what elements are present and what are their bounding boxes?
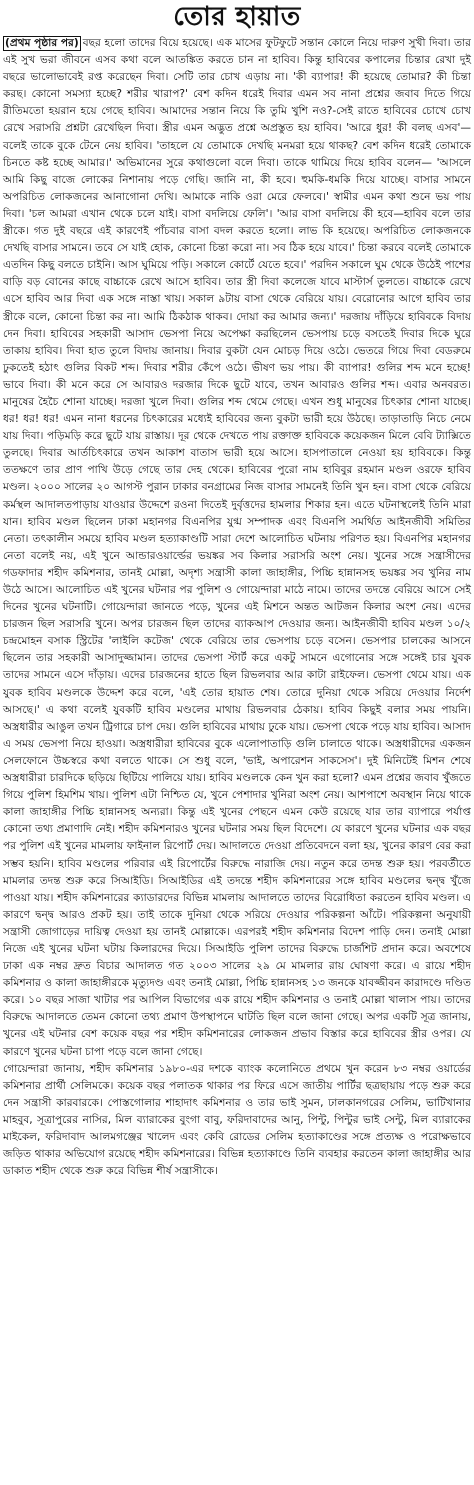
article-paragraph: গোয়েন্দারা জানায়, শহীদ কমিশনার ১৯৮০-এর দশকে ব্যাংক কলোনিতে প্রথমে খুন করেন ৮৩ নম্বর ওয়ার্ডের কমিশনার প্রার্থী সেলিমকে। কয়েক বছর পলাতক থাকার পর ফিরে এসে জাতীয় পার্টির ছত্রছায়ায় পড়ে শুরু করে দেন সন্ত্রাসী কারবারকে। পোস্তগোলার শাহাদাৎ কমিশনার ও তার ভাই সুমন, ঢালকানগরের সেলিম, ভাটিখানার মাহবুব, সূত্রাপুরের নাসির, মিল ব্যারাকের বুংগা বাবু, ফরিদাবাদের আনু, পিন্টু, পিন্টুর ভাই সেন্টু, মিল ব্যারাকের মাইকেল, ফরিদাবাদ আলমগঞ্জের খালেদ এবং কেবি রোডের সেলিম হত্যাকাণ্ডের সঙ্গে প্রত্যক্ষ ও পরোক্ষভাবে জড়িত থাকার অভিযোগ রয়েছে শহীদ কমিশনারের। বিভিন্ন হত্যাকাণ্ডে তিনি ব্যবহার করতেন কালা জাহাঙ্গীর আর ডাকাত শহীদ থেকে শুরু করে বিভিন্ন শীর্ষ সন্ত্রাসীকে। — [3, 1062, 471, 1178]
article-body — [3, 35, 471, 1180]
headline: তোর হায়াত — [173, 2, 301, 32]
article-paragraph — [3, 35, 471, 1061]
continued-from-front-page-tag: (প্রথম পৃষ্ঠার পর) — [5, 37, 79, 49]
article-paragraph-text: বছর হলো তাদের বিয়ে হয়েছে। এক মাসের ফুটফুটে সন্তান কোলে নিয়ে দারুণ সুখী দিবা। তার এই সুখ ভরা জীবনে এসব কথা বলে আতঙ্কিত করতে চান না হাবিব। কিন্তু হাবিবের কপালের চিন্তার রেখা দুই বছরে ভালোভাবেই রপ্ত করেছেন দিবা। সেটি তার চোখ এড়ায় না। 'কী ব্যাপার! কী হয়েছে তোমার? কী চিন্তা করছ। কোনো সমস্যা হচ্ছে? শরীর খারাপ?' বেশ কদিন ধরেই দিবার এমন সব নানা প্রশ্নের জবাব দিতে গিয়ে রীতিমতো হয়রান হয়ে গেছে হাবিব। আমাদের সন্তান নিয়ে কি তুমি খুশি নও?-সেই রাতে হাবিবের চোখে চোখ রেখে সরাসরি প্রশ্নটা রেখেছিল দিবা। স্ত্রীর এমন অদ্ভুত প্রশ্নে অপ্রস্তুত হয় হাবিব। 'আরে ধুর! কী বলছ এসব'—বলেই তাকে বুকে টেনে নেয় হাবিব। 'তাহলে যে তোমাকে দেখছি মনমরা হয়ে থাকছ? বেশ কদিন ধরেই তোমাকে চিনতে কষ্ট হচ্ছে আমার।' অভিমানের সুরে কথাগুলো বলে দিবা। তাকে থামিয়ে দিয়ে হাবিব বলেন— 'আসলে আমি কিছু বাজে লোকের নিশানায় পড়ে গেছি। জানি না, কী হবে। হুমকি-ধমকি দিয়ে যাচ্ছে। বাসার সামনে অপরিচিত লোকজনের আনাগোনা দেখি। আমাকে নাকি ওরা মেরে ফেলবে।' স্বামীর এমন কথা শুনে ভয় পায় দিবা। 'চল আমরা এখান থেকে চলে যাই। বাসা বদলিয়ে ফেলি'। 'আর বাসা বদলিয়ে কী হবে—হাবিব বলে তার স্ত্রীকে। গত দুই বছরে এই কারণেই পাঁচবার বাসা বদল করতে হলো। লাভ কি হয়েছে। অপরিচিত লোকজনকে দেখছি বাসার সামনে। তবে সে যাই হোক, কোনো চিন্তা করো না। সব ঠিক হয়ে যাবে।' চিন্তা করবে বলেই তোমাকে এতদিন কিছু বলতে চাইনি। আস ঘুমিয়ে পড়ি। সকালে কোর্টে যেতে হবে।' পরদিন সকালে ঘুম থেকে উঠেই পাশের বাড়ি বড় বোনের কাছে বাচ্চাকে রেখে আসে হাবিব। তার স্ত্রী দিবা কলেজে যাবে মাস্টার্স তুলতে। বাচ্চাকে রেখে এসে হাবিব আর দিবা এক সঙ্গে নাস্তা খায়। সকাল ৯টায় বাসা থেকে বেরিয়ে যায়। বেরোনোর আগে হাবিব তার স্ত্রীকে বলে, কোনো চিন্তা কর না। আমি ঠিকঠাক থাকব। দোয়া কর আমার জন্য।' দরজায় দাঁড়িয়ে হাবিবকে বিদায় দেন দিবা। হাবিবের সহকারী আসাদ ভেসপা নিয়ে অপেক্ষা করছিলেন ভেসপায় চড়ে বসতেই দিবার দিকে ঘুরে তাকায় হাবিব। দিবা হাত তুলে বিদায় জানায়। দিবার বুকটা যেন মোচড় দিয়ে ওঠে। ভেতরে গিয়ে দিবা বেডরুমে ঢুকতেই হঠাৎ গুলির বিকট শব্দ। দিবার শরীর কেঁপে ওঠে। ভীষণ ভয় পায়। কী ব্যাপার! গুলির শব্দ মনে হচ্ছে! ভাবে দিবা। কী মনে করে সে আবারও দরজার দিকে ছুটে যাবে, তখন আবারও গুলির শব্দ। এবার অনবরত। মানুষের হৈচৈ শোনা যাচ্ছে। দরজা খুলে দিবা। গুলির শব্দ থেমে গেছে। এখন শুধু মানুষের চিৎকার শোনা যাচ্ছে। ধর! ধর! ধর! এমন নানা ধরনের চিৎকারের মধ্যেই হাবিবের জন্য বুকটা ভারী হয়ে উঠছে। তাড়াতাড়ি নিচে নেমে যায় দিবা। পড়িমড়ি করে ছুটে যায় রাস্তায়। দূর থেকে দেখতে পায় রক্তাক্ত হাবিবকে কয়েকজন মিলে বেবি ট্যাক্সিতে তুলছে। দিবার আর্তচিৎকারে তখন আকাশ বাতাস ভারী হয়ে আসে। হাসপাতালে নেওয়া হয় হাবিবকে। কিন্তু ততক্ষণে তার প্রাণ পাখি উড়ে গেছে তার দেহ থেকে। হাবিবের পুরো নাম হাবিবুর রহমান মণ্ডল ওরফে হাবিব মণ্ডল। ২০০০ সালের ২০ আগস্ট পুরান ঢাকার বনগ্রামের নিজ বাসার সামনেই তিনি খুন হন। বাসা থেকে বেরিয়ে কর্মস্থল আদালতপাড়ায় যাওয়ার উদ্দেশে রওনা দিতেই দুর্বৃত্তদের হামলার শিকার হন। এতে ঘটনাস্থলেই তিনি মারা যান। হাবিব মণ্ডল ছিলেন ঢাকা মহানগর বিএনপির যুগ্ম সম্পাদক এবং বিএনপি সমর্থিত আইনজীবী সমিতির নেতা। তৎকালীন সময়ে হাবিব মণ্ডল হত্যাকাণ্ডটি সারা দেশে আলোচিত ঘটনায় পরিণত হয়। বিএনপির মহানগর নেতা বলেই নয়, এই খুনে আন্ডারওয়ার্ল্ডের ভয়ঙ্কর সব কিলার সরাসরি অংশ নেয়। খুনের সঙ্গে সন্ত্রাসীদের গডফাদার শহীদ কমিশনার, তানই মোল্লা, অদৃশ্য সন্ত্রাসী কালা জাহাঙ্গীর, পিচ্চি হান্নানসহ ভয়ঙ্কর সব খুনির নাম উঠে আসে। আলোচিত এই খুনের ঘটনার পর পুলিশ ও গোয়েন্দারা মাঠে নামে। তাদের তদন্তে বেরিয়ে আসে সেই দিনের খুনের ঘটনাটি। গোয়েন্দারা জানতে পড়ে, খুনের এই মিশনে অন্তত আটজন কিলার অংশ নেয়। এদের চারজন ছিল সরাসরি খুনে। অপর চারজন ছিল তাদের ব্যাকআপ দেওয়ার জন্য। আইনজীবী হাবিব মণ্ডল ১০/২ চন্দ্রমোহন বসাক স্ট্রিটের 'লাইলি কটেজ' থেকে বেরিয়ে তার ভেসপায় চড়ে বসেন। ভেসপার চালকের আসনে ছিলেন তার সহকারী আসাদুজ্জামান। তাদের ভেসপা স্টার্ট করে একটু সামনে এগোনোর সঙ্গে সঙ্গেই চার যুবক তাদের সামনে এসে দাঁড়ায়। এদের চারজনের হাতে ছিল রিভলবার আর কাটা রাইফেল। ভেসপা থেমে যায়। এক যুবক হাবিব মণ্ডলকে উদ্দেশ করে বলে, 'এই তোর হায়াত শেষ। তোরে দুনিয়া থেকে সরিয়ে দেওয়ার নির্দেশ আসছে।' এ কথা বলেই যুবকটি হাবিব মণ্ডলের মাথায় রিভলবার ঠেকায়। হাবিব কিছুই বলার সময় পায়নি। অস্ত্রধারীর আঙুল তখন ট্রিগারে চাপ দেয়। গুলি হাবিবের মাথায় ঢুকে যায়। ভেসপা থেকে পড়ে যায় হাবিব। আসাদ এ সময় ভেসপা নিয়ে হাওয়া। অস্ত্রধারীরা হাবিবের বুকে এলোপাতাড়ি গুলি চালাতে থাকে। অস্ত্রধারীদের একজন সেলফোনে উচ্চস্বরে কথা বলতে থাকে। সে শুধু বলে, 'ভাই, অপারেশন সাকসেস'। দুই মিনিটেই মিশন শেষে অস্ত্রধারীরা চারদিকে ছড়িয়ে ছিটিয়ে পালিয়ে যায়। হাবিব মণ্ডলকে কেন খুন করা হলো? এমন প্রশ্নের জবাব খুঁজতে গিয়ে পুলিশ হিমশিম খায়। পুলিশ এটা নিশ্চিত যে, খুনে পেশাদার খুনিরা অংশ নেয়। আশপাশে অবস্থান নিয়ে থাকে কালা জাহাঙ্গীর পিচ্চি হান্নানসহ অন্যরা। কিন্তু এই খুনের পেছনে এমন কেউ রয়েছে যার তার ব্যাপারে পর্যাপ্ত কোনো তথ্য প্রমাণাদি নেই। শহীদ কমিশনারও খুনের ঘটনার সময় ছিল বিদেশে। যে কারণে খুনের ঘটনার এক বছর পর পুলিশ এই খুনের মামলায় ফাইনাল রিপোর্ট দেয়। আদালতে দেওয়া প্রতিবেদনে বলা হয়, খুনের কারণ বের করা সম্ভব হয়নি। হাবিব মণ্ডলের পরিবার এই রিপোর্টের বিরুদ্ধে নারাজি দেয়। নতুন করে তদন্ত শুরু হয়। পরবর্তীতে মামলার তদন্ত শুরু করে সিআইডি। সিআইডির এই তদন্তে শহীদ কমিশনারের সঙ্গে হাবিব মণ্ডলের দ্বন্দ্ব খুঁজে পাওয়া যায়। শহীদ কমিশনারের ক্যাডারদের বিভিন্ন মামলায় আদালতে তাদের বিরোধিতা করতেন হাবিব মণ্ডল। এ কারণে দ্বন্দ্ব আরও প্রকট হয়। তাই তাকে দুনিয়া থেকে সরিয়ে দেওয়ার পরিকল্পনা আঁটে। পরিকল্পনা অনুযায়ী সন্ত্রাসী জোগাড়ের দায়িত্ব দেওয়া হয় তানই মোল্লাকে। এরপরই শহীদ কমিশনার বিদেশ পাড়ি দেন। তনাই মোল্লা নিজে এই খুনের ঘটনা ঘটায় কিলারদের দিয়ে। সিআইডি পুলিশ তাদের বিরুদ্ধে চার্জশিট প্রদান করে। অবশেষে ঢাকা এক নম্বর দ্রুত বিচার আদালত গত ২০০৩ সালের ২৯ মে মামলার রায় ঘোষণা করে। এ রায়ে শহীদ কমিশনার ও কালা জাহাঙ্গীরকে মৃত্যুদণ্ড এবং তনাই মোল্লা, পিচ্চি হান্নানসহ ১৩ জনকে যাবজ্জীবন কারাদণ্ডে দণ্ডিত করে। ১০ বছর সাজা খাটার পর আপিল বিভাগের এক রায়ে শহীদ কমিশনার ও তনাই মোল্লা খালাস পায়। তাদের বিরুদ্ধে আদালতে তেমন কোনো তথ্য প্রমাণ উপস্থাপনে ঘাটতি ছিল বলে জানা গেছে। অপর একটি সূত্র জানায়, খুনের এই ঘটনার বেশ কয়েক বছর পর শহীদ কমিশনারের লোকজন প্রভাব বিস্তার করে হাবিবের স্ত্রীর ওপর। যে কারণে খুনের ঘটনা চাপা পড়ে বলে জানা গেছে। — [3, 37, 472, 1058]
